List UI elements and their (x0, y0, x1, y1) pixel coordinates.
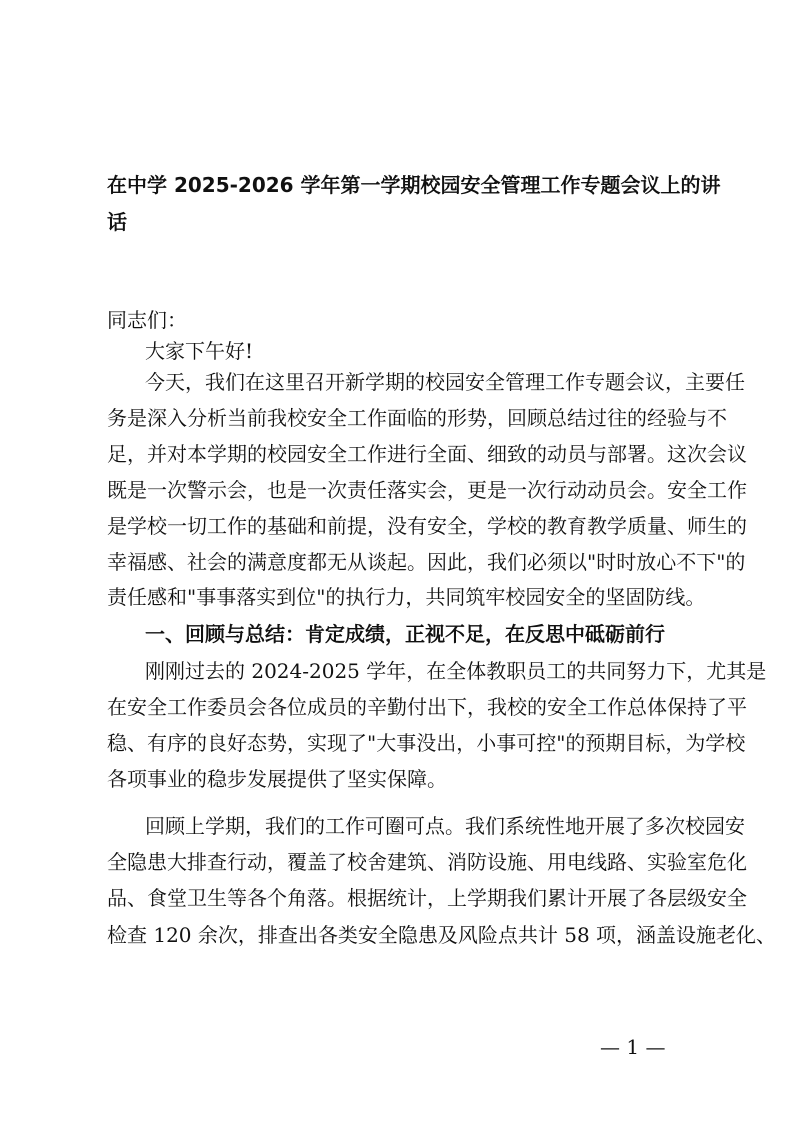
paragraph-line: 责任感和"事事落实到位"的执行力，共同筑牢校园安全的坚固防线。 (107, 585, 706, 609)
paragraph-line: 在安全工作委员会各位成员的辛勤付出下，我校的安全工作总体保持了平 (107, 695, 747, 719)
paragraph-line: 是学校一切工作的基础和前提，没有安全，学校的教育教学质量、师生的 (107, 514, 747, 538)
paragraph-line: 今天，我们在这里召开新学期的校园安全管理工作专题会议，主要任 (145, 370, 745, 394)
paragraph-line: 稳、有序的良好态势，实现了"大事没出，小事可控"的预期目标，为学校 (107, 731, 746, 755)
paragraph-line: 既是一次警示会，也是一次责任落实会，更是一次行动动员会。安全工作 (107, 478, 747, 502)
paragraph-line: 刚刚过去的 2024-2025 学年，在全体教职员工的共同努力下，尤其是 (145, 659, 767, 683)
section-heading: 一、回顾与总结：肯定成绩，正视不足，在反思中砥砺前行 (145, 622, 665, 646)
paragraph-line: 品、食堂卫生等各个角落。根据统计，上学期我们累计开展了各层级安全 (107, 886, 747, 910)
paragraph-line: 务是深入分析当前我校安全工作面临的形势，回顾总结过往的经验与不 (107, 406, 727, 430)
salutation: 同志们： (107, 308, 187, 332)
paragraph-line: 全隐患大排查行动，覆盖了校舍建筑、消防设施、用电线路、实验室危化 (107, 850, 747, 874)
document-title-line-1: 在中学 2025-2026 学年第一学期校园安全管理工作专题会议上的讲 (107, 173, 721, 197)
page-number: — 1 — (600, 1035, 666, 1059)
greeting: 大家下午好! (145, 339, 254, 363)
paragraph-line: 检查 120 余次，排查出各类安全隐患及风险点共计 58 项，涵盖设施老化、 (107, 923, 777, 947)
document-title-line-2: 话 (107, 210, 127, 234)
paragraph-line: 幸福感、社会的满意度都无从谈起。因此，我们必须以"时时放心不下"的 (107, 550, 746, 574)
paragraph-line: 各项事业的稳步发展提供了坚实保障。 (107, 767, 447, 791)
paragraph-line: 足，并对本学期的校园安全工作进行全面、细致的动员与部署。这次会议 (107, 442, 747, 466)
paragraph-line: 回顾上学期，我们的工作可圈可点。我们系统性地开展了多次校园安 (145, 814, 745, 838)
